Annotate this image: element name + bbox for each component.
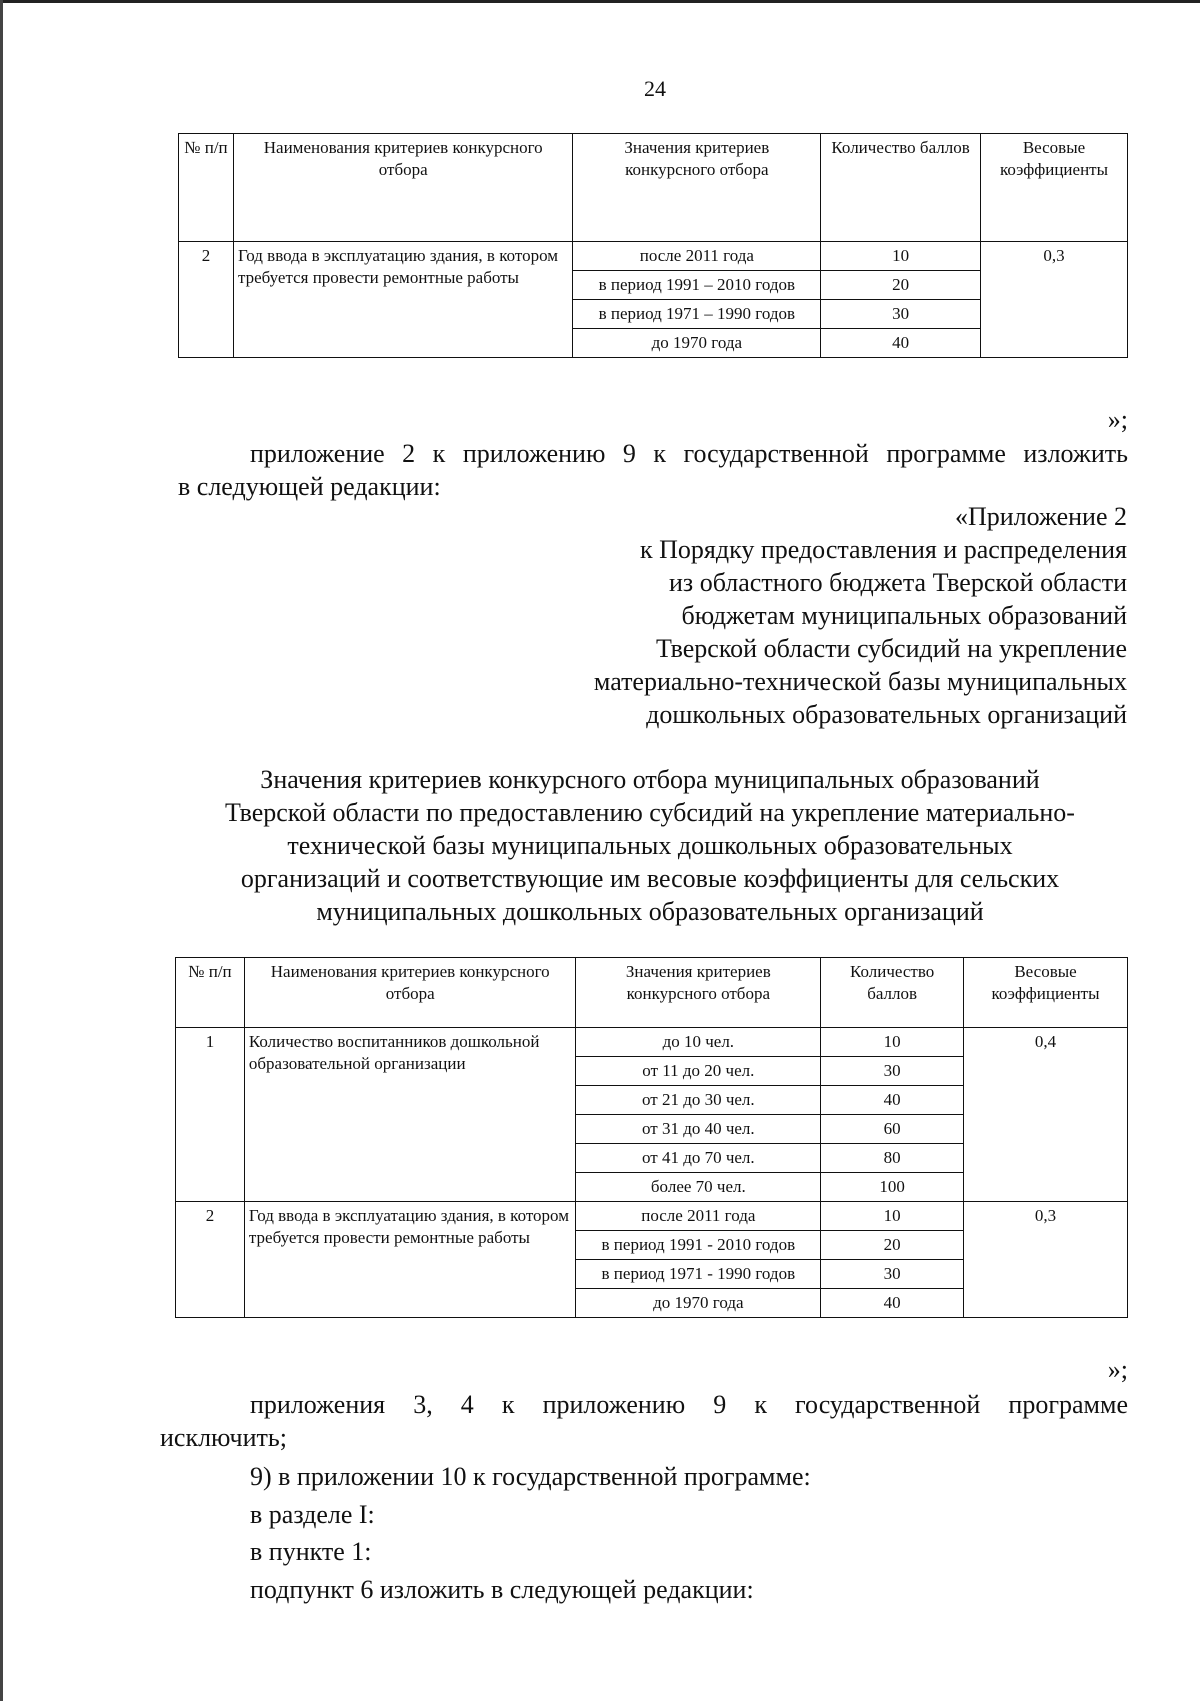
title-line: организаций и соответствующие им весовые коэффициенты для сельских — [240, 864, 1060, 893]
title-line: Тверской области по предоставлению субсидий на укрепление материально- — [225, 798, 1075, 827]
points-value: 100 — [821, 1173, 964, 1202]
paragraph-line: приложение 2 к приложению 9 к государственной программе изложить — [250, 439, 1128, 468]
title-line: технической базы муниципальных дошкольных образовательных — [287, 831, 1013, 860]
table-row — [176, 1028, 1128, 1057]
criteria-table-continuation — [178, 133, 1128, 358]
paragraph-line: исключить; — [160, 1423, 287, 1452]
points-value: 10 — [821, 1202, 964, 1231]
closing-quote: »; — [1107, 1355, 1128, 1384]
criterion-value: до 1970 года — [573, 329, 821, 358]
criterion-value: от 21 до 30 чел. — [576, 1086, 821, 1115]
row-number: 1 — [176, 1028, 245, 1202]
appendix-heading-line: дошкольных образовательных организаций — [646, 700, 1127, 729]
paragraph-line: приложения 3, 4 к приложению 9 к государственной программе — [250, 1390, 1128, 1419]
scan-left-edge — [0, 0, 3, 1701]
paragraph-line: 9) в приложении 10 к государственной программе: — [250, 1462, 811, 1491]
row-number: 2 — [179, 242, 234, 358]
criterion-name: Год ввода в эксплуатацию здания, в котором требуется провести ремонтные работы — [244, 1202, 576, 1318]
header-criterion-values: Значения критериев конкурсного отбора — [576, 958, 821, 1028]
points-value: 80 — [821, 1144, 964, 1173]
header-weights: Весовые коэффициенты — [964, 958, 1128, 1028]
points-value: 20 — [821, 271, 981, 300]
appendix-heading-line: материально-технической базы муниципальных — [593, 667, 1127, 696]
criterion-name: Год ввода в эксплуатацию здания, в котором требуется провести ремонтные работы — [233, 242, 573, 358]
points-value: 30 — [821, 300, 981, 329]
table-row — [179, 242, 1128, 271]
weight-coefficient: 0,3 — [964, 1202, 1128, 1318]
points-value: 40 — [821, 1289, 964, 1318]
points-value: 10 — [821, 242, 981, 271]
criterion-value: от 41 до 70 чел. — [576, 1144, 821, 1173]
appendix-heading-line: из областного бюджета Тверской области — [669, 568, 1127, 597]
appendix-heading-line: к Порядку предоставления и распределения — [639, 535, 1127, 564]
page-number: 24 — [644, 76, 666, 101]
table-row — [176, 1202, 1128, 1231]
criteria-table-rural — [175, 957, 1128, 1318]
criterion-value: в период 1971 – 1990 годов — [573, 300, 821, 329]
header-points: Количество баллов — [821, 958, 964, 1028]
criterion-value: в период 1991 - 2010 годов — [576, 1231, 821, 1260]
criterion-value: до 1970 года — [576, 1289, 821, 1318]
criterion-value: от 11 до 20 чел. — [576, 1057, 821, 1086]
header-points: Количество баллов — [821, 134, 981, 242]
points-value: 60 — [821, 1115, 964, 1144]
appendix-heading — [594, 500, 1127, 731]
table-header-row — [176, 958, 1128, 1028]
points-value: 40 — [821, 329, 981, 358]
row-number: 2 — [176, 1202, 245, 1318]
points-value: 30 — [821, 1057, 964, 1086]
criterion-value: в период 1991 – 2010 годов — [573, 271, 821, 300]
header-criterion-name: Наименования критериев конкурсного отбора — [244, 958, 576, 1028]
criterion-value: до 10 чел. — [576, 1028, 821, 1057]
criterion-name: Количество воспитанников дошкольной образовательной организации — [244, 1028, 576, 1202]
header-criterion-name: Наименования критериев конкурсного отбора — [233, 134, 573, 242]
weight-coefficient: 0,4 — [964, 1028, 1128, 1202]
points-value: 10 — [821, 1028, 964, 1057]
criterion-value: более 70 чел. — [576, 1173, 821, 1202]
paragraph-line: в разделе I: — [250, 1500, 375, 1529]
document-title — [160, 763, 1140, 928]
scan-top-edge — [0, 0, 1200, 3]
paragraph-line: подпункт 6 изложить в следующей редакции: — [250, 1575, 754, 1604]
header-num: № п/п — [176, 958, 245, 1028]
criterion-value: после 2011 года — [576, 1202, 821, 1231]
paragraph-line: в следующей редакции: — [178, 472, 441, 501]
title-line: Значения критериев конкурсного отбора муниципальных образований — [260, 765, 1040, 794]
points-value: 30 — [821, 1260, 964, 1289]
appendix-heading-line: бюджетам муниципальных образований — [681, 601, 1127, 630]
criterion-value: в период 1971 - 1990 годов — [576, 1260, 821, 1289]
header-weights: Весовые коэффициенты — [981, 134, 1128, 242]
closing-quote: »; — [1107, 405, 1128, 434]
points-value: 20 — [821, 1231, 964, 1260]
points-value: 40 — [821, 1086, 964, 1115]
table-header-row — [179, 134, 1128, 242]
header-criterion-values: Значения критериев конкурсного отбора — [573, 134, 821, 242]
weight-coefficient: 0,3 — [981, 242, 1128, 358]
appendix-heading-line: Тверской области субсидий на укрепление — [656, 634, 1127, 663]
paragraph-line: в пункте 1: — [250, 1537, 372, 1566]
header-num: № п/п — [179, 134, 234, 242]
title-line: муниципальных дошкольных образовательных организаций — [316, 897, 984, 926]
appendix-heading-line: «Приложение 2 — [954, 502, 1127, 531]
criterion-value: после 2011 года — [573, 242, 821, 271]
criterion-value: от 31 до 40 чел. — [576, 1115, 821, 1144]
